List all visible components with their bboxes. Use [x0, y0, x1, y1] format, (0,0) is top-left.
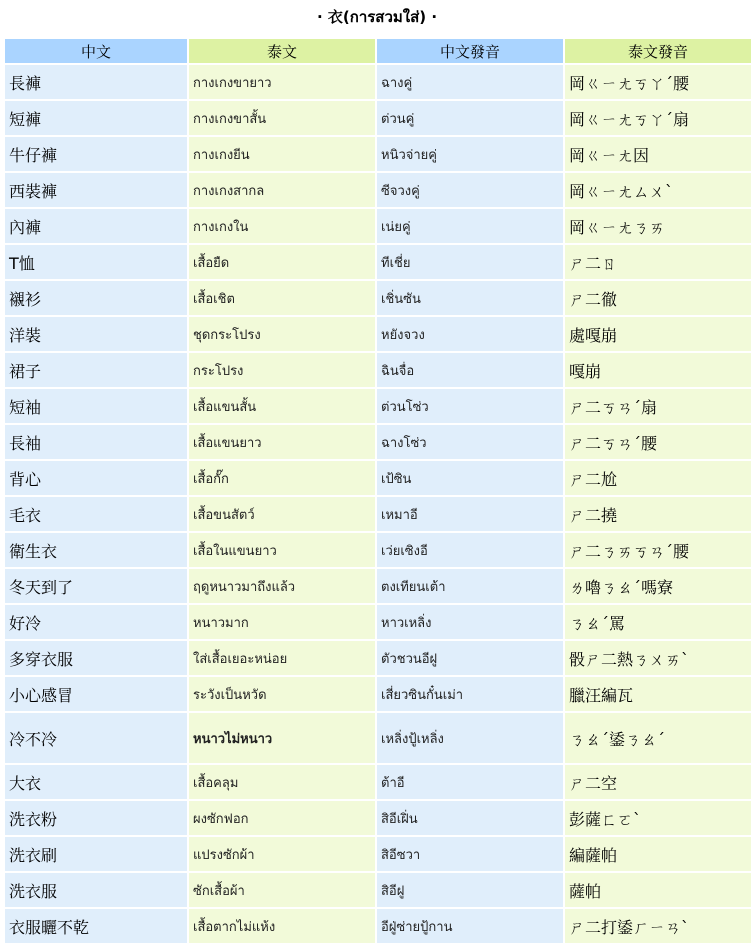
cell-thai-pronunciation: ㄕ二空	[565, 765, 751, 799]
cell-thai-pronunciation: ㄋㄠˊ罵	[565, 605, 751, 639]
cell-chinese: 襯衫	[5, 281, 187, 315]
table-row	[5, 281, 751, 315]
cell-chinese-pronunciation: ฉางโซ่ว	[377, 425, 563, 459]
cell-thai: ซักเสื้อผ้า	[189, 873, 375, 907]
cell-thai-pronunciation: 編薩帕	[565, 837, 751, 871]
table-row	[5, 389, 751, 423]
cell-chinese: 短袖	[5, 389, 187, 423]
cell-chinese: 毛衣	[5, 497, 187, 531]
cell-thai-pronunciation: 岡ㄍㄧㄤㄎㄚˊ扇	[565, 101, 751, 135]
cell-chinese-pronunciation: เว่ยเซิงอี	[377, 533, 563, 567]
cell-chinese-pronunciation: หนิวจ่ายคู่	[377, 137, 563, 171]
cell-thai-pronunciation: ㄕ二尬	[565, 461, 751, 495]
cell-chinese-pronunciation: ต่วนคู่	[377, 101, 563, 135]
header-chinese: 中文	[5, 39, 187, 63]
table-row	[5, 641, 751, 675]
cell-chinese: 洗衣服	[5, 873, 187, 907]
cell-thai-pronunciation: ㄕ二徹	[565, 281, 751, 315]
table-header-row	[5, 39, 751, 63]
cell-thai-pronunciation: 岡ㄍㄧㄤ因	[565, 137, 751, 171]
table-row	[5, 209, 751, 243]
cell-thai: กางเกงขายาว	[189, 65, 375, 99]
table-row	[5, 497, 751, 531]
cell-chinese-pronunciation: หาวเหลิ่ง	[377, 605, 563, 639]
cell-chinese: 牛仔褲	[5, 137, 187, 171]
cell-thai-pronunciation: ㄕ二打鋈ㄏㄧㄢˋ	[565, 909, 751, 943]
cell-chinese-pronunciation: สิอีฝู	[377, 873, 563, 907]
table-row	[5, 533, 751, 567]
cell-chinese: 衛生衣	[5, 533, 187, 567]
cell-chinese-pronunciation: เน่ยคู่	[377, 209, 563, 243]
cell-thai: เสื้อตากไม่แห้ง	[189, 909, 375, 943]
cell-chinese: 冷不冷	[5, 713, 187, 763]
table-row	[5, 765, 751, 799]
cell-chinese: 冬天到了	[5, 569, 187, 603]
table-row	[5, 317, 751, 351]
cell-thai: ใส่เสื้อเยอะหน่อย	[189, 641, 375, 675]
table-row	[5, 837, 751, 871]
table-body	[5, 65, 751, 943]
cell-thai-pronunciation: ㄋㄠˊ鋈ㄋㄠˊ	[565, 713, 751, 763]
page-title: · 衣(การสวมใส่) ·	[316, 8, 438, 26]
cell-chinese-pronunciation: สิอีซวา	[377, 837, 563, 871]
header-chinese-pronunciation: 中文發音	[377, 39, 563, 63]
table-row	[5, 873, 751, 907]
cell-chinese-pronunciation: เป้ซิน	[377, 461, 563, 495]
table-row	[5, 137, 751, 171]
cell-chinese: 短褲	[5, 101, 187, 135]
header-thai: 泰文	[189, 39, 375, 63]
cell-chinese-pronunciation: เสี่ยวซินกั๋นเม่า	[377, 677, 563, 711]
table-row	[5, 713, 751, 763]
cell-chinese-pronunciation: เหมาอี	[377, 497, 563, 531]
cell-thai: กางเกงสากล	[189, 173, 375, 207]
cell-chinese-pronunciation: ฉินจื่อ	[377, 353, 563, 387]
table-row	[5, 425, 751, 459]
table-row	[5, 461, 751, 495]
cell-thai: เสื้อในแขนยาว	[189, 533, 375, 567]
cell-chinese-pronunciation: เหลิ่งปู้เหลิ่ง	[377, 713, 563, 763]
cell-chinese: 衣服曬不乾	[5, 909, 187, 943]
cell-thai-pronunciation: ㄕ二ㄎㄢˊ扇	[565, 389, 751, 423]
table-row	[5, 605, 751, 639]
cell-chinese-pronunciation: ต้าอี	[377, 765, 563, 799]
vocabulary-table	[3, 37, 753, 945]
cell-chinese: 小心感冒	[5, 677, 187, 711]
cell-chinese-pronunciation: ทีเชี่ย	[377, 245, 563, 279]
cell-chinese: 長褲	[5, 65, 187, 99]
table-row	[5, 569, 751, 603]
cell-thai-pronunciation: 岡ㄍㄧㄤㄋㄞ	[565, 209, 751, 243]
cell-chinese: 好冷	[5, 605, 187, 639]
cell-thai-pronunciation: 嘎崩	[565, 353, 751, 387]
cell-thai: เสื้อกั๊ก	[189, 461, 375, 495]
cell-chinese: T恤	[5, 245, 187, 279]
cell-thai: ชุดกระโปรง	[189, 317, 375, 351]
cell-thai-pronunciation: 處嘎崩	[565, 317, 751, 351]
cell-thai-pronunciation: ㄕ二ㄖ	[565, 245, 751, 279]
cell-chinese-pronunciation: อีฝู่ซ่ายปู้กาน	[377, 909, 563, 943]
cell-thai-pronunciation: 薩帕	[565, 873, 751, 907]
table-row	[5, 677, 751, 711]
cell-chinese-pronunciation: ตงเทียนเต้า	[377, 569, 563, 603]
cell-thai-pronunciation: ㄕ二ㄋㄞㄎㄢˊ腰	[565, 533, 751, 567]
cell-chinese: 大衣	[5, 765, 187, 799]
cell-chinese-pronunciation: ซีจวงคู่	[377, 173, 563, 207]
cell-thai: กางเกงใน	[189, 209, 375, 243]
cell-thai-pronunciation: 臘汪編瓦	[565, 677, 751, 711]
cell-thai: ผงซักฟอก	[189, 801, 375, 835]
cell-thai: กางเกงขาสั้น	[189, 101, 375, 135]
table-row	[5, 909, 751, 943]
cell-chinese: 多穿衣服	[5, 641, 187, 675]
table-row	[5, 101, 751, 135]
cell-thai-pronunciation: 岡ㄍㄧㄤㄙㄨˋ	[565, 173, 751, 207]
cell-chinese: 洋裝	[5, 317, 187, 351]
cell-thai-pronunciation: 骰ㄕ二熱ㄋㄨㄞˋ	[565, 641, 751, 675]
cell-thai: เสื้อยืด	[189, 245, 375, 279]
cell-chinese: 洗衣刷	[5, 837, 187, 871]
cell-thai: เสื้อแขนสั้น	[189, 389, 375, 423]
cell-chinese: 西裝褲	[5, 173, 187, 207]
cell-thai-pronunciation: ㄕ二撓	[565, 497, 751, 531]
cell-chinese: 洗衣粉	[5, 801, 187, 835]
cell-chinese-pronunciation: ต่วนโซ่ว	[377, 389, 563, 423]
cell-chinese: 裙子	[5, 353, 187, 387]
cell-thai-pronunciation: ㄕ二ㄎㄢˊ腰	[565, 425, 751, 459]
cell-thai-pronunciation: 彭薩ㄈㄛˋ	[565, 801, 751, 835]
cell-chinese-pronunciation: เชิ่นซัน	[377, 281, 563, 315]
cell-thai: เสื้อคลุม	[189, 765, 375, 799]
cell-chinese: 背心	[5, 461, 187, 495]
cell-thai: เสื้อแขนยาว	[189, 425, 375, 459]
cell-thai-pronunciation: 岡ㄍㄧㄤㄎㄚˊ腰	[565, 65, 751, 99]
cell-thai: กระโปรง	[189, 353, 375, 387]
table-row	[5, 245, 751, 279]
cell-chinese-pronunciation: ตัวชวนอีฝู	[377, 641, 563, 675]
cell-thai: ฤดูหนาวมาถึงแล้ว	[189, 569, 375, 603]
cell-thai: หนาวไม่หนาว	[189, 713, 375, 763]
cell-thai: ระวังเป็นหวัด	[189, 677, 375, 711]
cell-thai-pronunciation: ㄌ嚕ㄋㄠˊ嗎寮	[565, 569, 751, 603]
header-thai-pronunciation: 泰文發音	[565, 39, 751, 63]
table-row	[5, 65, 751, 99]
cell-chinese-pronunciation: สิอีเฝิ่น	[377, 801, 563, 835]
cell-chinese-pronunciation: หยังจวง	[377, 317, 563, 351]
cell-thai: แปรงซักผ้า	[189, 837, 375, 871]
cell-chinese: 內褲	[5, 209, 187, 243]
cell-thai: เสื้อเชิต	[189, 281, 375, 315]
table-row	[5, 801, 751, 835]
table-row	[5, 173, 751, 207]
cell-thai: หนาวมาก	[189, 605, 375, 639]
cell-chinese: 長袖	[5, 425, 187, 459]
cell-thai: กางเกงยีน	[189, 137, 375, 171]
table-row	[5, 353, 751, 387]
cell-chinese-pronunciation: ฉางคู่	[377, 65, 563, 99]
cell-thai: เสื้อขนสัตว์	[189, 497, 375, 531]
